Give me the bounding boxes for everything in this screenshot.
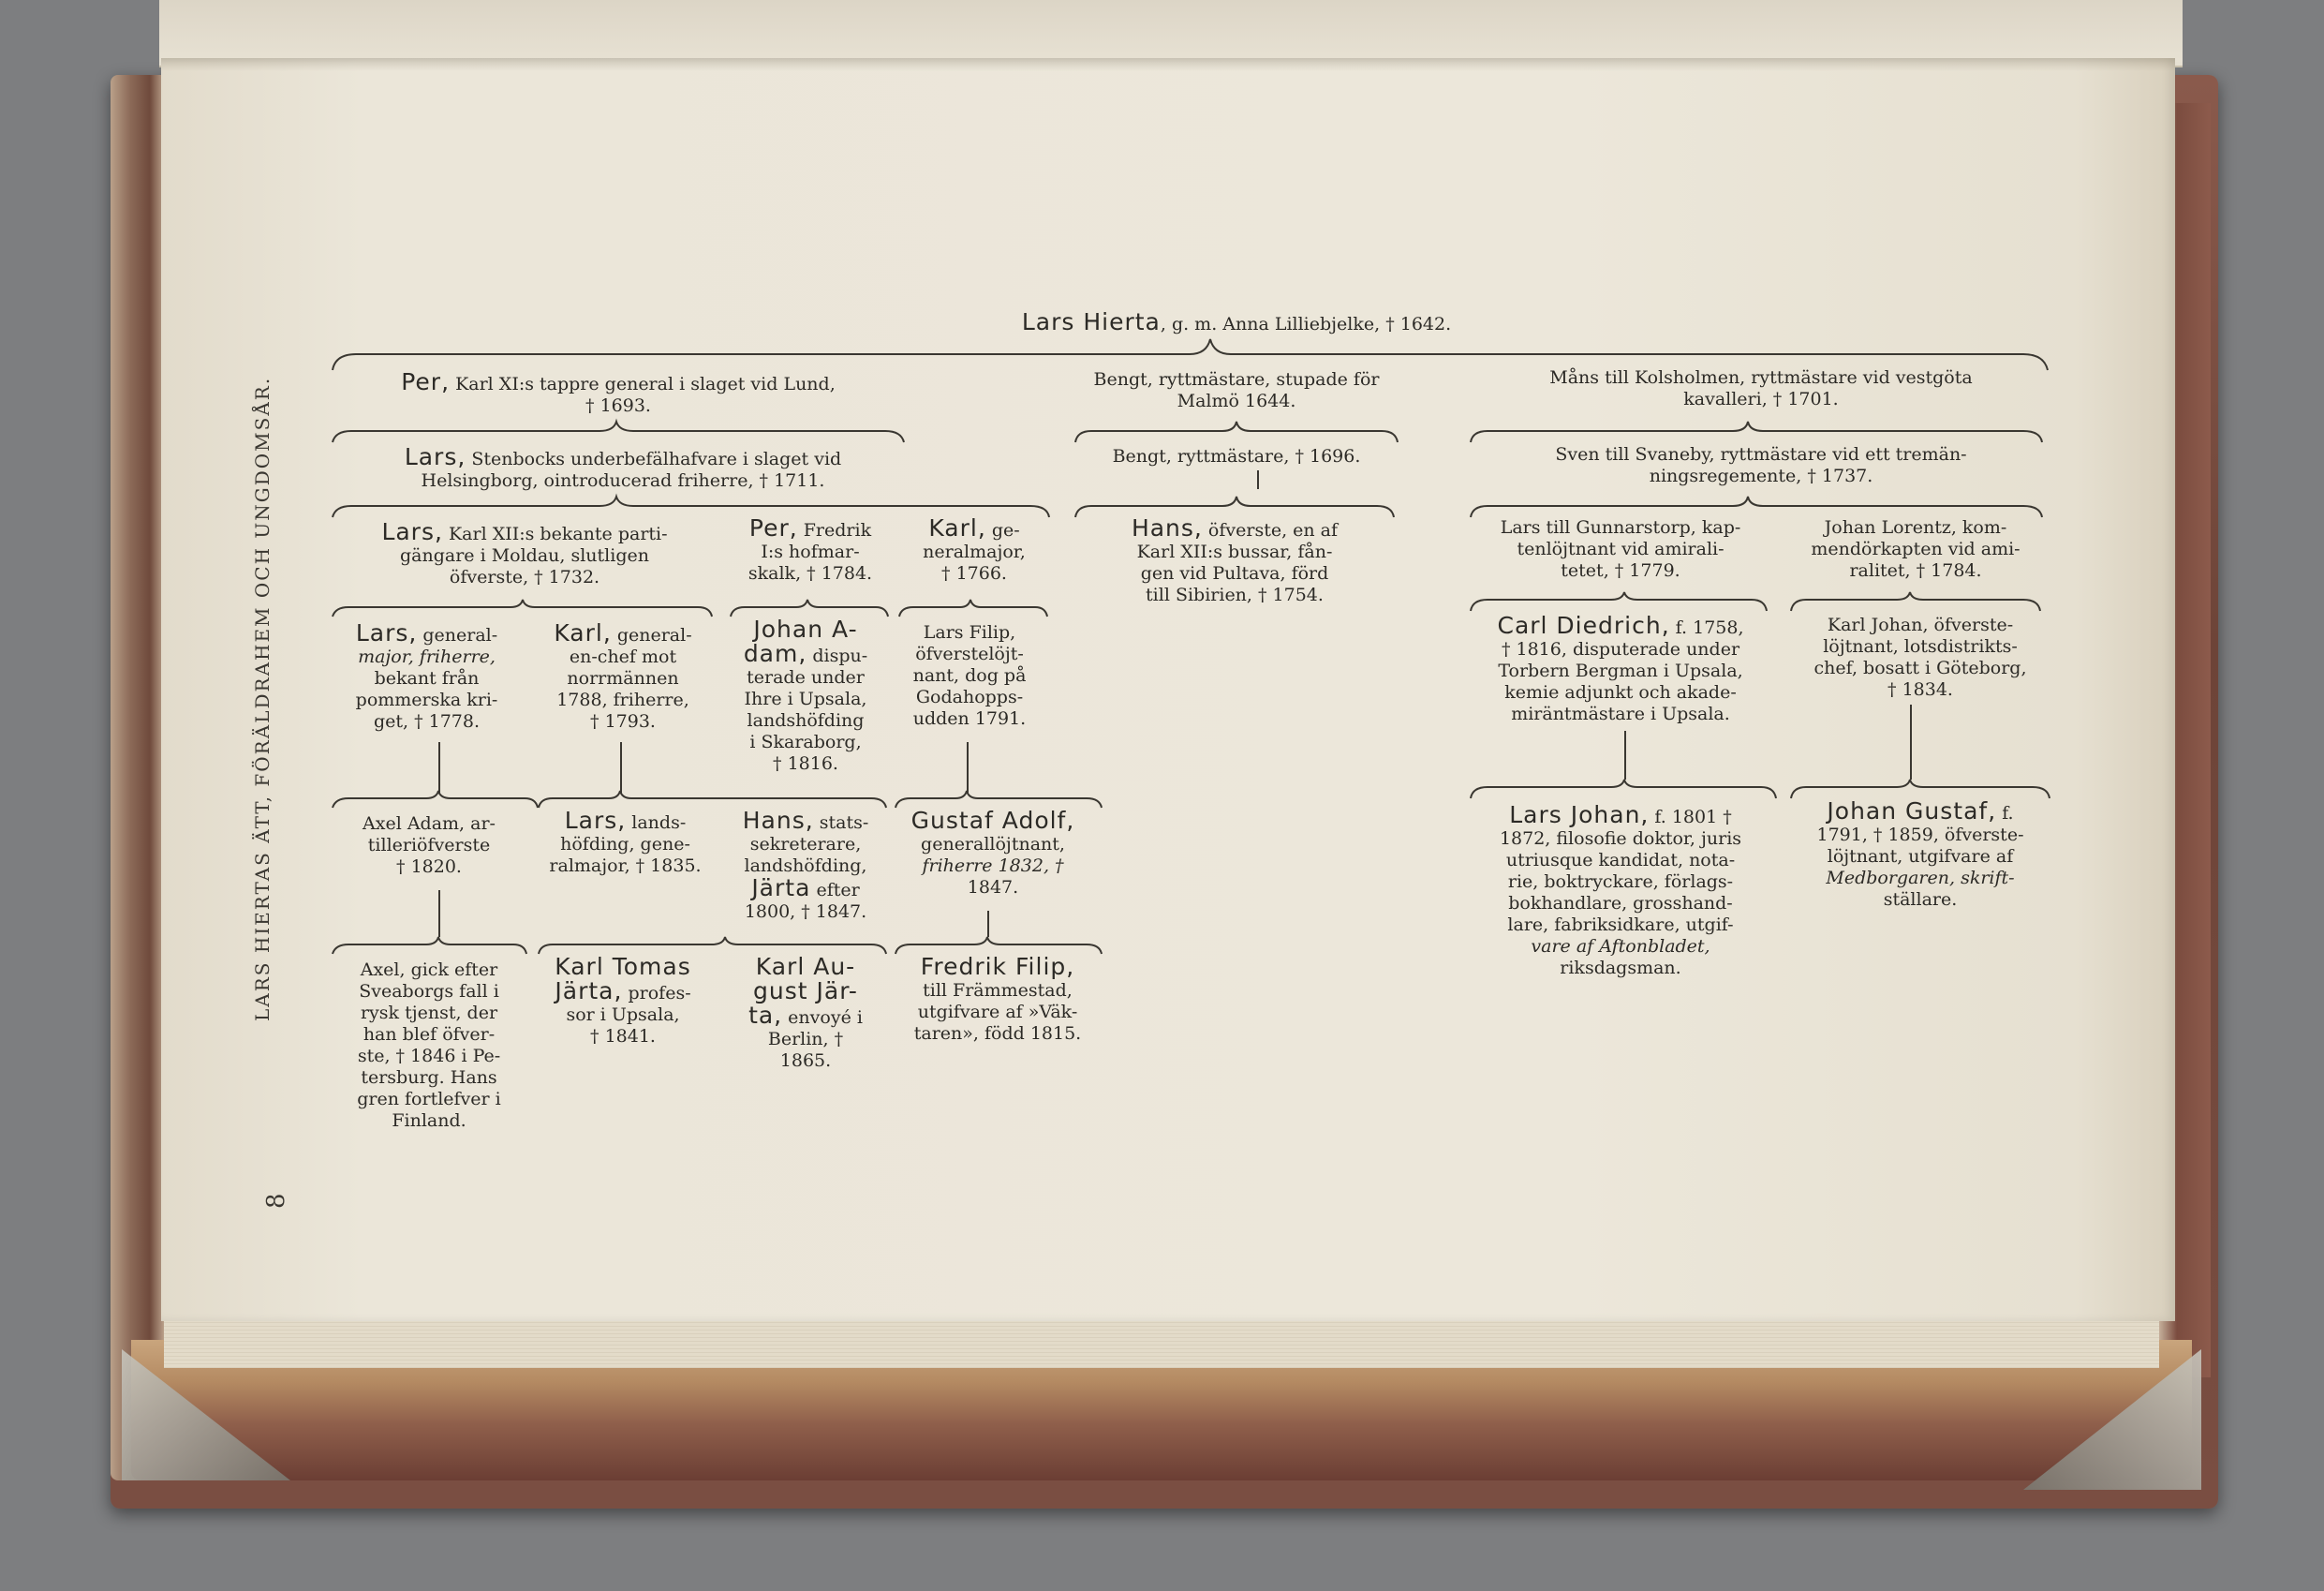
- entry-text: 1865.: [779, 1050, 832, 1071]
- entry-text: Helsingborg, ointroducerad friherre, † 1711.: [421, 470, 825, 491]
- entry-text: † 1841.: [590, 1026, 656, 1047]
- entry-text: † 1834.: [1887, 679, 1953, 700]
- entry-text: I:s hofmar-: [761, 542, 860, 562]
- entry-text: tersburg. Hans: [361, 1067, 497, 1088]
- entry-text: f. 1801 †: [1649, 807, 1732, 827]
- entry-text: Karl XII:s bussar, fån-: [1136, 542, 1333, 562]
- entry-text: Finland.: [392, 1110, 466, 1131]
- entry-text: friherre 1832, †: [922, 855, 1064, 876]
- connector-line: [1257, 470, 1259, 489]
- entry-lars-gen5: [529, 807, 721, 877]
- entry-name: Carl Diedrich,: [1497, 612, 1670, 639]
- entry-text: 1847.: [967, 877, 1019, 898]
- entry-text: norrmännen: [567, 668, 679, 689]
- entry-text: öfverste, † 1732.: [449, 567, 600, 587]
- entry-text: ge-: [985, 520, 1020, 541]
- entry-gustaf-adolf: [890, 807, 1096, 899]
- entry-name: Hans,: [742, 807, 814, 834]
- entry-text: † 1766.: [941, 563, 1007, 584]
- entry-text: † 1793.: [590, 711, 656, 732]
- entry-text: tilleriöfverste: [367, 835, 491, 855]
- entry-name: Lars,: [355, 619, 418, 647]
- entry-text: ställare.: [1883, 889, 1958, 910]
- entry-text: skalk, † 1784.: [748, 563, 873, 584]
- entry-text: Stenbocks underbefälhafvare i slaget vid: [466, 449, 842, 469]
- entry-hans-gen5: [721, 807, 890, 923]
- entry-lars-gen3: [323, 518, 726, 588]
- entry-text: † 1816.: [773, 753, 838, 774]
- entry-name: Per,: [401, 368, 451, 395]
- entry-name: Karl Tomas: [555, 953, 691, 980]
- entry-fredrik-filip: [890, 953, 1105, 1045]
- root-name: Lars Hierta: [1021, 308, 1161, 335]
- entry-name: ta,: [748, 1002, 783, 1029]
- entry-text: f.: [1996, 803, 2014, 824]
- entry-text: gängare i Moldau, slutligen: [400, 545, 649, 566]
- entry-name: Järta,: [555, 977, 623, 1004]
- entry-name: Fredrik Filip,: [920, 953, 1075, 980]
- entry-johan-gustaf: [1780, 797, 2061, 911]
- entry-text: lands-: [626, 812, 687, 833]
- entry-text: generallöjtnant,: [921, 834, 1065, 855]
- entry-axel: [326, 959, 532, 1132]
- entry-text: ralmajor, † 1835.: [549, 855, 702, 876]
- entry-sven-gen2: [1471, 444, 2051, 487]
- entry-text: tetet, † 1779.: [1561, 560, 1680, 581]
- entry-text: Godahopps-: [915, 687, 1024, 707]
- entry-text: † 1693.: [585, 395, 651, 416]
- entry-text: 1788, friherre,: [556, 690, 689, 710]
- entry-text: Sven till Svaneby, ryttmästare vid ett tremän-: [1555, 444, 1967, 465]
- entry-axel-adam: [326, 813, 532, 878]
- entry-text: get, † 1778.: [373, 711, 481, 732]
- entry-text: till Främmestad,: [923, 980, 1073, 1001]
- entry-text: profes-: [622, 983, 691, 1004]
- entry-per-gen1: [328, 368, 909, 417]
- entry-karl-johan: [1780, 615, 2061, 701]
- entry-lars-gunnarstorp: [1466, 517, 1775, 582]
- entry-karl-august: [721, 953, 890, 1072]
- entry-text: Karl XII:s bekante parti-: [442, 524, 668, 544]
- entry-text: Fredrik: [797, 520, 872, 541]
- entry-name: Lars,: [564, 807, 627, 834]
- entry-text: efter: [810, 880, 860, 900]
- entry-lars-gen2: [318, 443, 927, 492]
- entry-text: Bengt, ryttmästare, stupade för: [1093, 369, 1380, 390]
- entry-text: Bengt, ryttmästare, † 1696.: [1112, 446, 1361, 467]
- entry-text: f. 1758,: [1669, 617, 1744, 638]
- entry-text: ningsregemente, † 1737.: [1649, 466, 1873, 486]
- entry-lars-gen4: [326, 619, 527, 733]
- entry-text: landshöfding: [747, 710, 865, 731]
- connector-line: [620, 742, 622, 794]
- entry-name: Lars Johan,: [1509, 801, 1650, 828]
- entry-text: Ihre i Upsala,: [744, 689, 867, 709]
- entry-bengt-gen2: [1058, 446, 1414, 468]
- entry-name: gust Jär-: [753, 977, 858, 1004]
- entry-name: Karl Au-: [755, 953, 856, 980]
- entry-text: till Sibirien, † 1754.: [1146, 585, 1324, 605]
- entry-text: han blef öfver-: [363, 1024, 496, 1045]
- entry-text: sekreterare,: [749, 834, 862, 855]
- entry-text: gen vid Pultava, förd: [1140, 563, 1329, 584]
- entry-text: bekant från: [374, 668, 480, 689]
- entry-text: taren», född 1815.: [913, 1023, 1082, 1044]
- entry-karl-tomas: [529, 953, 717, 1048]
- entry-johan-lorentz: [1780, 517, 2051, 582]
- entry-text: landshöfding,: [744, 855, 867, 876]
- entry-text: löjtnant, lotsdistrikts-: [1823, 636, 2018, 657]
- entry-text: utriusque kandidat, nota-: [1505, 850, 1736, 870]
- entry-text: 1872, filosofie doktor, juris: [1499, 828, 1742, 849]
- entry-text: pommerska kri-: [355, 690, 498, 710]
- entry-text: Torbern Bergman i Upsala,: [1498, 661, 1743, 681]
- entry-text: Johan Lorentz, kom-: [1824, 517, 2007, 538]
- entry-name: Järta: [751, 874, 811, 901]
- entry-text: en-chef mot: [569, 647, 677, 667]
- root-detail: , g. m. Anna Lilliebjelke, † 1642.: [1160, 314, 1452, 335]
- connector-line: [438, 890, 440, 937]
- entry-name: Johan Gustaf,: [1827, 797, 1997, 825]
- entry-name: Karl,: [554, 619, 612, 647]
- entry-text: general-: [417, 625, 498, 646]
- entry-name: Gustaf Adolf,: [910, 807, 1075, 834]
- entry-text: lare, fabriksidkare, utgif-: [1507, 914, 1734, 935]
- entry-text: ste, † 1846 i Pe-: [357, 1046, 501, 1066]
- entry-name: Hans,: [1131, 514, 1203, 542]
- connector-line: [1624, 731, 1626, 780]
- entry-text: Lars Filip,: [923, 622, 1016, 643]
- entry-hans-gen3: [1075, 514, 1394, 606]
- entry-text: rysk tjenst, der: [360, 1003, 498, 1023]
- entry-text: vare af Aftonbladet,: [1531, 936, 1710, 957]
- entry-text: Karl Johan, öfverste-: [1827, 615, 2014, 635]
- entry-text: riksdagsman.: [1560, 958, 1681, 978]
- entry-text: miräntmästare i Upsala.: [1511, 704, 1730, 724]
- entry-text: höfding, gene-: [560, 834, 690, 855]
- running-head: LARS HIERTAS ÄTT, FÖRÄLDRAHEM OCH UNGDOMSÅR.: [251, 376, 274, 1021]
- entry-text: öfverste, en af: [1202, 520, 1339, 541]
- entry-text: tenlöjtnant vid amirali-: [1517, 539, 1724, 559]
- entry-name: dam,: [743, 640, 807, 667]
- entry-text: major, friherre,: [358, 647, 496, 667]
- entry-name: Lars,: [381, 518, 443, 545]
- entry-text: dispu-: [807, 646, 868, 666]
- entry-name: Johan A-: [753, 616, 858, 643]
- entry-text: mendörkapten vid ami-: [1811, 539, 2021, 559]
- entry-text: Karl XI:s tappre general i slaget vid Lund,: [450, 374, 836, 394]
- entry-text: neralmajor,: [923, 542, 1026, 562]
- entry-per-gen3: [721, 514, 899, 585]
- page-number: 8: [262, 1193, 290, 1209]
- entry-johan-adam: [721, 618, 890, 775]
- entry-text: Lars till Gunnarstorp, kap-: [1500, 517, 1741, 538]
- entry-text: Axel, gick efter: [360, 959, 498, 980]
- entry-lars-johan: [1461, 801, 1780, 979]
- entry-lars-filip: [890, 622, 1049, 730]
- entry-text: Malmö 1644.: [1177, 391, 1296, 411]
- entry-text: chef, bosatt i Göteborg,: [1813, 658, 2027, 678]
- entry-karl-gen3: [895, 514, 1054, 585]
- entry-name: Lars,: [404, 443, 466, 470]
- entry-text: stats-: [813, 812, 869, 833]
- entry-mans-gen1: [1471, 367, 2051, 410]
- entry-text: † 1820.: [396, 856, 462, 877]
- entry-text: ralitet, † 1784.: [1849, 560, 1982, 581]
- entry-karl-gen4: [529, 619, 717, 733]
- entry-text: 1791, † 1859, öfverste-: [1816, 825, 2024, 845]
- entry-text: kavalleri, † 1701.: [1683, 389, 1839, 409]
- entry-text: öfverstelöjt-: [915, 644, 1024, 664]
- entry-text: utgifvare af »Väk-: [917, 1002, 1078, 1022]
- entry-text: Måns till Kolsholmen, ryttmästare vid vestgöta: [1549, 367, 1973, 388]
- entry-name: Per,: [748, 514, 798, 542]
- entry-text: envoyé i: [782, 1007, 863, 1028]
- entry-text: Berlin, †: [767, 1029, 844, 1049]
- entry-text: löjtnant, utgifvare af: [1827, 846, 2014, 867]
- entry-text: terade under: [747, 667, 865, 688]
- entry-text: nant, dog på: [912, 665, 1027, 686]
- root-entry: [937, 308, 1536, 335]
- entry-text: sor i Upsala,: [566, 1004, 680, 1025]
- entry-text: general-: [611, 625, 692, 646]
- entry-text: udden 1791.: [912, 708, 1027, 729]
- entry-text: Medborgaren, skrift-: [1826, 868, 2015, 888]
- entry-name: Karl,: [928, 514, 986, 542]
- entry-text: rie, boktryckare, förlags-: [1507, 871, 1734, 892]
- entry-bengt-gen1: [1058, 369, 1414, 412]
- connector-line: [987, 911, 989, 937]
- entry-text: gren fortlefver i: [357, 1089, 501, 1109]
- entry-text: 1800, † 1847.: [744, 901, 867, 922]
- connector-line: [438, 742, 440, 794]
- entry-carl-diedrich: [1461, 612, 1780, 725]
- entry-text: i Skaraborg,: [749, 732, 862, 752]
- connector-line: [1910, 705, 1912, 780]
- entry-text: Sveaborgs fall i: [359, 981, 499, 1002]
- entry-text: bokhandlare, grosshand-: [1508, 893, 1733, 914]
- entry-text: † 1816, disputerade under: [1501, 639, 1740, 660]
- entry-text: kemie adjunkt och akade-: [1504, 682, 1737, 703]
- entry-text: Axel Adam, ar-: [363, 813, 496, 834]
- connector-line: [967, 742, 969, 794]
